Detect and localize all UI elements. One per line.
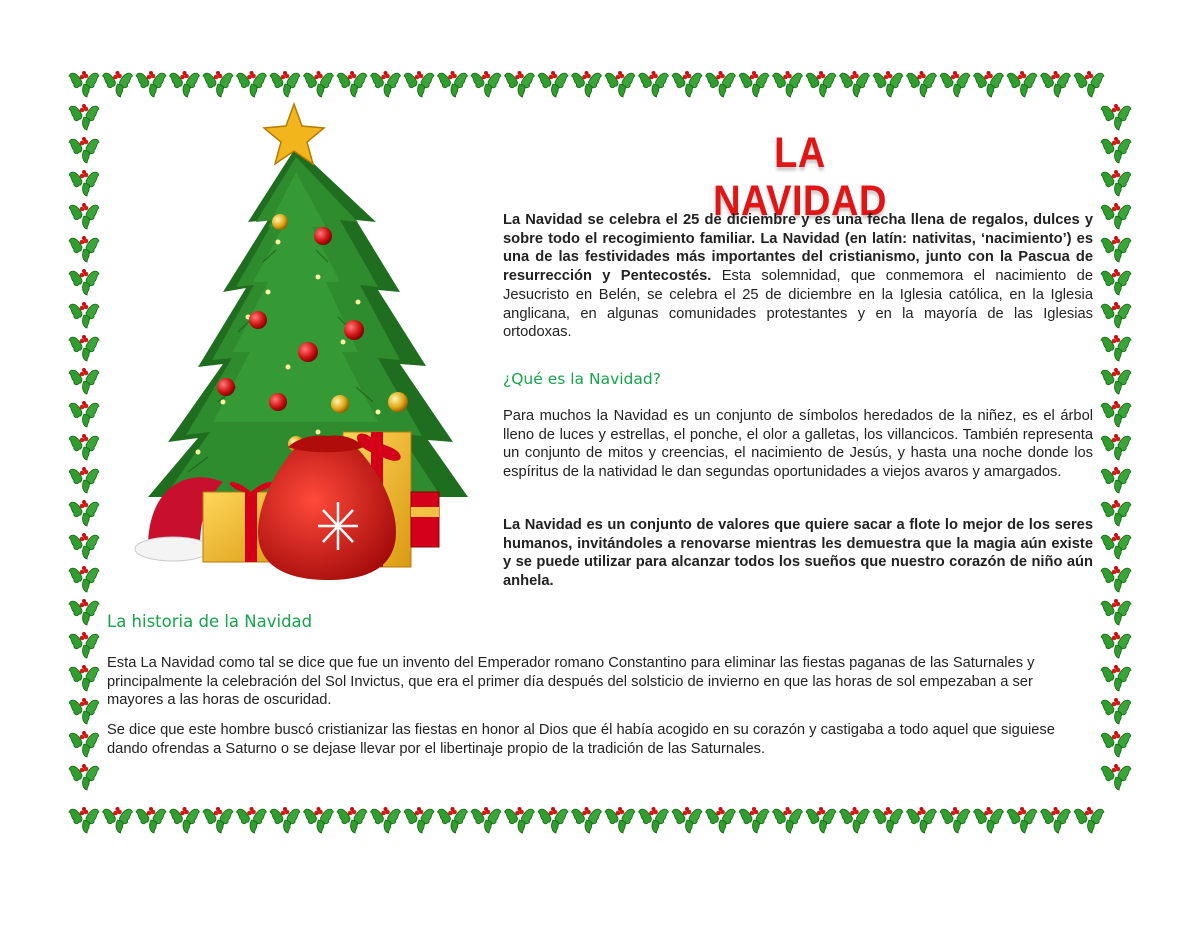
holly-sprig-icon bbox=[69, 632, 99, 658]
holly-sprig-icon bbox=[572, 71, 602, 97]
holly-sprig-icon bbox=[840, 71, 870, 97]
holly-sprig-icon bbox=[1101, 236, 1131, 262]
holly-sprig-icon bbox=[605, 807, 635, 833]
holly-sprig-icon bbox=[438, 71, 468, 97]
holly-sprig-icon bbox=[672, 807, 702, 833]
holly-sprig-icon bbox=[706, 807, 736, 833]
section1-paragraph-1: Para muchos la Navidad es un conjunto de símbolos heredados de la niñez, es el árbol lleno de luces y estrellas, el ponche, el olor a galletas, los villancicos. También representa un conjunto de mitos y creencias, el nacimiento de Jesús, y hasta una noche donde los espíritus de la natividad le dan segundas oportunidades a viejos avaros y amargados. bbox=[503, 408, 1093, 481]
holly-sprig-icon bbox=[538, 71, 568, 97]
intro-bold-text: La Navidad se celebra el 25 de diciembre y es una fecha llena de regalos, dulces y sobre todo el recogimiento familiar. La Navidad (en latín: nativitas, ‘nacimiento’) es una de las festividades más importantes del cristianismo, junto con la Pascua de resurrección y Pentecostés. bbox=[503, 212, 1093, 285]
holly-sprig-icon bbox=[103, 71, 133, 97]
page-title: LA NAVIDAD bbox=[713, 130, 887, 226]
holly-sprig-icon bbox=[337, 807, 367, 833]
holly-sprig-icon bbox=[1101, 533, 1131, 559]
holly-sprig-icon bbox=[69, 269, 99, 295]
holly-sprig-icon bbox=[739, 71, 769, 97]
holly-sprig-icon bbox=[69, 665, 99, 691]
holly-sprig-icon bbox=[1101, 434, 1131, 460]
holly-sprig-icon bbox=[69, 170, 99, 196]
holly-sprig-icon bbox=[1101, 170, 1131, 196]
holly-sprig-icon bbox=[706, 71, 736, 97]
section-heading-que-es: ¿Qué es la Navidad? bbox=[503, 370, 661, 388]
intro-paragraph bbox=[503, 211, 1093, 342]
holly-sprig-icon bbox=[1101, 500, 1131, 526]
holly-sprig-icon bbox=[270, 71, 300, 97]
holly-sprig-icon bbox=[170, 807, 200, 833]
holly-sprig-icon bbox=[1101, 302, 1131, 328]
holly-sprig-icon bbox=[639, 807, 669, 833]
holly-sprig-icon bbox=[1101, 368, 1131, 394]
holly-sprig-icon bbox=[69, 807, 99, 833]
holly-sprig-icon bbox=[974, 71, 1004, 97]
holly-sprig-icon bbox=[304, 807, 334, 833]
holly-sprig-icon bbox=[270, 807, 300, 833]
holly-sprig-icon bbox=[1101, 137, 1131, 163]
holly-sprig-icon bbox=[69, 599, 99, 625]
holly-sprig-icon bbox=[69, 500, 99, 526]
holly-sprig-icon bbox=[739, 807, 769, 833]
holly-sprig-icon bbox=[69, 137, 99, 163]
holly-sprig-icon bbox=[505, 71, 535, 97]
holly-sprig-icon bbox=[438, 807, 468, 833]
holly-sprig-icon bbox=[1074, 807, 1104, 833]
holly-sprig-icon bbox=[69, 533, 99, 559]
holly-sprig-icon bbox=[69, 731, 99, 757]
section-heading-historia: La historia de la Navidad bbox=[107, 612, 313, 631]
holly-sprig-icon bbox=[471, 71, 501, 97]
holly-sprig-icon bbox=[773, 71, 803, 97]
holly-sprig-icon bbox=[572, 807, 602, 833]
holly-sprig-icon bbox=[404, 71, 434, 97]
section2-paragraph-2: Se dice que este hombre buscó cristianizar las fiestas en honor al Dios que él había acogido en su corazón y castigaba a todo aquel que siguiese dando ofrendas a Saturno o se dejase llevar por el libertinaje propio de la tradición de las Saturnales. bbox=[107, 722, 1055, 757]
holly-sprig-icon bbox=[237, 71, 267, 97]
holly-sprig-icon bbox=[170, 71, 200, 97]
holly-sprig-icon bbox=[1101, 665, 1131, 691]
holly-sprig-icon bbox=[672, 71, 702, 97]
holly-sprig-icon bbox=[371, 807, 401, 833]
holly-sprig-icon bbox=[69, 434, 99, 460]
holly-sprig-icon bbox=[639, 71, 669, 97]
holly-sprig-icon bbox=[1101, 467, 1131, 493]
holly-sprig-icon bbox=[1101, 632, 1131, 658]
holly-sprig-icon bbox=[806, 71, 836, 97]
holly-sprig-icon bbox=[1101, 104, 1131, 130]
holly-sprig-icon bbox=[773, 807, 803, 833]
holly-sprig-icon bbox=[605, 71, 635, 97]
holly-sprig-icon bbox=[806, 807, 836, 833]
holly-sprig-icon bbox=[237, 807, 267, 833]
intro-normal-text: Esta solemnidad, que conmemora el nacimiento de Jesucristo en Belén, se celebra el 25 de diciembre en la Iglesia católica, en la Iglesia anglicana, en algunas comunidades protestantes y en la mayoría de las Iglesias ortodoxas. bbox=[503, 268, 1093, 341]
holly-sprig-icon bbox=[69, 302, 99, 328]
section1-paragraph-2: La Navidad es un conjunto de valores que quiere sacar a flote lo mejor de los seres humanos, invitándoles a renovarse mientras les demuestra que la magia aún existe y se puede utilizar para alcanzar todos los sueños que nuestro corazón de niño aún anhela. bbox=[503, 517, 1093, 590]
holly-sprig-icon bbox=[1041, 807, 1071, 833]
holly-sprig-icon bbox=[1007, 71, 1037, 97]
section2-paragraph-1: Esta La Navidad como tal se dice que fue un invento del Emperador romano Constantino para eliminar las fiestas paganas de las Saturnales y principalmente la celebración del Sol Invictus, que era el primer día después del solsticio de invierno en que las horas de sol empezaban a ser mayores a las horas de oscuridad. bbox=[107, 655, 1035, 709]
holly-sprig-icon bbox=[1101, 269, 1131, 295]
holly-sprig-icon bbox=[873, 807, 903, 833]
holly-sprig-icon bbox=[304, 71, 334, 97]
holly-sprig-icon bbox=[103, 807, 133, 833]
holly-sprig-icon bbox=[940, 807, 970, 833]
holly-sprig-icon bbox=[404, 807, 434, 833]
holly-sprig-icon bbox=[1101, 335, 1131, 361]
holly-sprig-icon bbox=[974, 807, 1004, 833]
holly-sprig-icon bbox=[538, 807, 568, 833]
holly-sprig-icon bbox=[69, 467, 99, 493]
holly-sprig-icon bbox=[69, 203, 99, 229]
holly-sprig-icon bbox=[1101, 764, 1131, 790]
holly-sprig-icon bbox=[69, 368, 99, 394]
holly-sprig-icon bbox=[136, 71, 166, 97]
holly-sprig-icon bbox=[69, 236, 99, 262]
holly-sprig-icon bbox=[1101, 731, 1131, 757]
christmas-tree-illustration bbox=[128, 102, 488, 584]
holly-sprig-icon bbox=[1101, 599, 1131, 625]
holly-sprig-icon bbox=[136, 807, 166, 833]
holly-sprig-icon bbox=[69, 71, 99, 97]
holly-sprig-icon bbox=[69, 401, 99, 427]
holly-sprig-icon bbox=[840, 807, 870, 833]
holly-sprig-icon bbox=[873, 71, 903, 97]
holly-sprig-icon bbox=[940, 71, 970, 97]
holly-sprig-icon bbox=[1007, 807, 1037, 833]
holly-sprig-icon bbox=[371, 71, 401, 97]
holly-sprig-icon bbox=[471, 807, 501, 833]
holly-sprig-icon bbox=[203, 807, 233, 833]
holly-sprig-icon bbox=[1074, 71, 1104, 97]
holly-sprig-icon bbox=[505, 807, 535, 833]
holly-sprig-icon bbox=[1101, 698, 1131, 724]
holly-sprig-icon bbox=[69, 335, 99, 361]
holly-sprig-icon bbox=[907, 71, 937, 97]
holly-sprig-icon bbox=[907, 807, 937, 833]
holly-sprig-icon bbox=[1101, 203, 1131, 229]
holly-sprig-icon bbox=[69, 566, 99, 592]
holly-sprig-icon bbox=[69, 764, 99, 790]
holly-sprig-icon bbox=[337, 71, 367, 97]
holly-sprig-icon bbox=[69, 698, 99, 724]
holly-sprig-icon bbox=[203, 71, 233, 97]
holly-sprig-icon bbox=[1101, 566, 1131, 592]
holly-sprig-icon bbox=[1101, 401, 1131, 427]
holly-sprig-icon bbox=[1041, 71, 1071, 97]
holly-sprig-icon bbox=[69, 104, 99, 130]
